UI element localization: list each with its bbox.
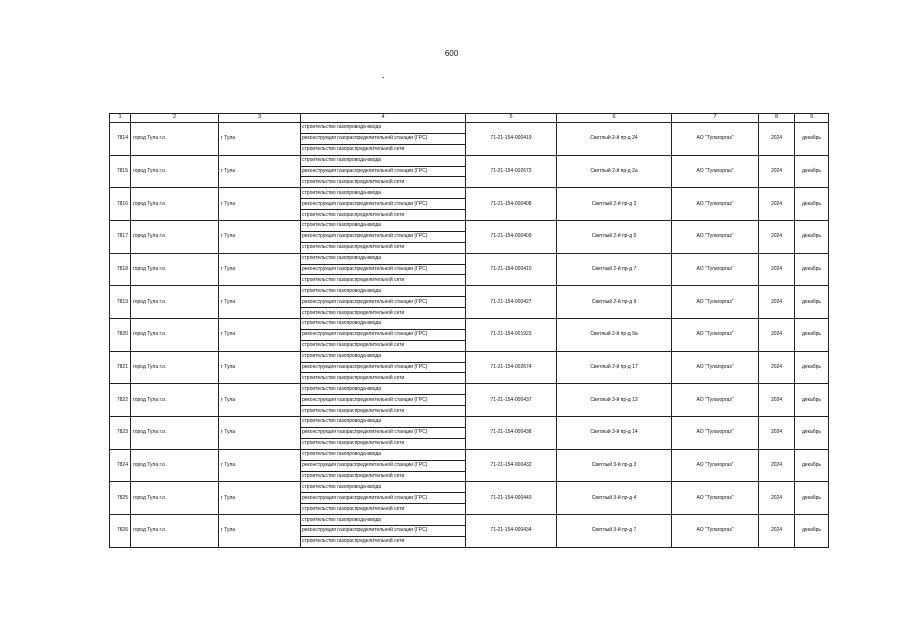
year-cell: 2024	[759, 188, 795, 221]
row-number-cell: 7820	[110, 319, 131, 352]
work-type-cell: строительство газораспределительной сети	[301, 177, 466, 188]
row-number-cell: 7818	[110, 253, 131, 286]
organization-cell: АО "Тулагоргаз"	[672, 188, 759, 221]
row-number-cell: 7822	[110, 384, 131, 417]
organization-cell: АО "Тулагоргаз"	[672, 286, 759, 319]
region-cell: город Тула г.о.	[131, 319, 219, 352]
month-cell: декабрь	[795, 221, 829, 254]
city-cell: г Тула	[219, 384, 301, 417]
year-cell: 2024	[759, 351, 795, 384]
object-code-cell: 71-21-154-000410	[466, 253, 557, 286]
work-type-cell: строительство газораспределительной сети	[301, 471, 466, 482]
address-cell: Светлый 2-й пр-д 9	[557, 286, 672, 319]
work-type-cell: строительство газопровода-ввода	[301, 319, 466, 330]
work-type-cell: строительство газораспределительной сети	[301, 210, 466, 221]
table-row	[110, 286, 829, 297]
year-cell: 2024	[759, 449, 795, 482]
object-code-cell: 71-21-154-000409	[466, 221, 557, 254]
work-type-cell: реконструкция газораспределительной станции (ГРС)	[301, 427, 466, 438]
region-cell: город Тула г.о.	[131, 123, 219, 156]
row-number-cell: 7814	[110, 123, 131, 156]
organization-cell: АО "Тулагоргаз"	[672, 221, 759, 254]
work-type-cell: строительство газопровода-ввода	[301, 123, 466, 134]
city-cell: г Тула	[219, 155, 301, 188]
header-col-3: 3	[219, 114, 301, 123]
work-type-cell: реконструкция газораспределительной станции (ГРС)	[301, 133, 466, 144]
organization-cell: АО "Тулагоргаз"	[672, 449, 759, 482]
row-number-cell: 7823	[110, 417, 131, 450]
work-type-cell: строительство газопровода-ввода	[301, 449, 466, 460]
work-type-cell: реконструкция газораспределительной станции (ГРС)	[301, 329, 466, 340]
work-type-cell: реконструкция газораспределительной станции (ГРС)	[301, 231, 466, 242]
work-type-cell: строительство газораспределительной сети	[301, 438, 466, 449]
work-type-cell: строительство газопровода-ввода	[301, 188, 466, 199]
year-cell: 2024	[759, 155, 795, 188]
work-type-cell: строительство газораспределительной сети	[301, 340, 466, 351]
header-col-4: 4	[301, 114, 466, 123]
table-row	[110, 351, 829, 362]
table-row	[110, 515, 829, 526]
work-type-cell: реконструкция газораспределительной станции (ГРС)	[301, 264, 466, 275]
month-cell: декабрь	[795, 155, 829, 188]
year-cell: 2024	[759, 319, 795, 352]
table-row	[110, 482, 829, 493]
month-cell: декабрь	[795, 188, 829, 221]
row-number-cell: 7821	[110, 351, 131, 384]
table-row	[110, 417, 829, 428]
organization-cell: АО "Тулагоргаз"	[672, 417, 759, 450]
address-cell: Светлый 3-й пр-д 4	[557, 482, 672, 515]
month-cell: декабрь	[795, 319, 829, 352]
region-cell: город Тула г.о.	[131, 188, 219, 221]
work-type-cell: строительство газопровода-ввода	[301, 384, 466, 395]
city-cell: г Тула	[219, 417, 301, 450]
region-cell: город Тула г.о.	[131, 449, 219, 482]
month-cell: декабрь	[795, 449, 829, 482]
table-row	[110, 123, 829, 134]
city-cell: г Тула	[219, 515, 301, 548]
table-row	[110, 221, 829, 232]
organization-cell: АО "Тулагоргаз"	[672, 515, 759, 548]
year-cell: 2024	[759, 253, 795, 286]
organization-cell: АО "Тулагоргаз"	[672, 319, 759, 352]
organization-cell: АО "Тулагоргаз"	[672, 482, 759, 515]
work-type-cell: реконструкция газораспределительной станции (ГРС)	[301, 199, 466, 210]
city-cell: г Тула	[219, 482, 301, 515]
work-type-cell: строительство газопровода-ввода	[301, 286, 466, 297]
year-cell: 2024	[759, 515, 795, 548]
object-code-cell: 71-21-154-002673	[466, 155, 557, 188]
city-cell: г Тула	[219, 253, 301, 286]
city-cell: г Тула	[219, 188, 301, 221]
gas-works-table	[109, 113, 829, 548]
header-col-1: 1	[110, 114, 131, 123]
address-cell: Светлый 2-й пр-д 7	[557, 253, 672, 286]
object-code-cell: 71-21-154-000419	[466, 123, 557, 156]
row-number-cell: 7815	[110, 155, 131, 188]
scan-speck	[382, 77, 384, 78]
year-cell: 2024	[759, 221, 795, 254]
work-type-cell: строительство газораспределительной сети	[301, 275, 466, 286]
work-type-cell: строительство газораспределительной сети	[301, 144, 466, 155]
work-type-cell: строительство газопровода-ввода	[301, 482, 466, 493]
year-cell: 2024	[759, 417, 795, 450]
month-cell: декабрь	[795, 123, 829, 156]
region-cell: город Тула г.о.	[131, 515, 219, 548]
address-cell: Светлый 3-й пр-д 13	[557, 384, 672, 417]
object-code-cell: 71-21-154-002674	[466, 351, 557, 384]
object-code-cell: 71-21-154-000438	[466, 417, 557, 450]
city-cell: г Тула	[219, 319, 301, 352]
work-type-cell: реконструкция газораспределительной станции (ГРС)	[301, 395, 466, 406]
region-cell: город Тула г.о.	[131, 155, 219, 188]
header-col-9: 9	[795, 114, 829, 123]
header-row	[110, 114, 829, 123]
address-cell: Светлый 2-й пр-д 17	[557, 351, 672, 384]
work-type-cell: реконструкция газораспределительной станции (ГРС)	[301, 166, 466, 177]
object-code-cell: 71-21-154-000427	[466, 286, 557, 319]
table-row	[110, 319, 829, 330]
organization-cell: АО "Тулагоргаз"	[672, 253, 759, 286]
work-type-cell: строительство газораспределительной сети	[301, 242, 466, 253]
row-number-cell: 7826	[110, 515, 131, 548]
organization-cell: АО "Тулагоргаз"	[672, 123, 759, 156]
region-cell: город Тула г.о.	[131, 417, 219, 450]
city-cell: г Тула	[219, 449, 301, 482]
table-row	[110, 253, 829, 264]
object-code-cell: 71-21-154-000434	[466, 515, 557, 548]
work-type-cell: реконструкция газораспределительной станции (ГРС)	[301, 460, 466, 471]
year-cell: 2024	[759, 482, 795, 515]
table-row	[110, 188, 829, 199]
header-col-5: 5	[466, 114, 557, 123]
organization-cell: АО "Тулагоргаз"	[672, 351, 759, 384]
address-cell: Светлый 3-й пр-д 3	[557, 449, 672, 482]
row-number-cell: 7825	[110, 482, 131, 515]
region-cell: город Тула г.о.	[131, 384, 219, 417]
month-cell: декабрь	[795, 253, 829, 286]
work-type-cell: строительство газопровода-ввода	[301, 155, 466, 166]
month-cell: декабрь	[795, 384, 829, 417]
work-type-cell: строительство газораспределительной сети	[301, 308, 466, 319]
city-cell: г Тула	[219, 286, 301, 319]
work-type-cell: строительство газопровода-ввода	[301, 351, 466, 362]
table-row	[110, 155, 829, 166]
header-col-8: 8	[759, 114, 795, 123]
city-cell: г Тула	[219, 221, 301, 254]
work-type-cell: строительство газопровода-ввода	[301, 417, 466, 428]
region-cell: город Тула г.о.	[131, 221, 219, 254]
region-cell: город Тула г.о.	[131, 253, 219, 286]
month-cell: декабрь	[795, 286, 829, 319]
object-code-cell: 71-21-154-000437	[466, 384, 557, 417]
row-number-cell: 7816	[110, 188, 131, 221]
city-cell: г Тула	[219, 123, 301, 156]
city-cell: г Тула	[219, 351, 301, 384]
object-code-cell: 71-21-154-000432	[466, 449, 557, 482]
table-row	[110, 384, 829, 395]
row-number-cell: 7824	[110, 449, 131, 482]
header-col-2: 2	[131, 114, 219, 123]
row-number-cell: 7817	[110, 221, 131, 254]
work-type-cell: строительство газопровода-ввода	[301, 221, 466, 232]
work-type-cell: реконструкция газораспределительной станции (ГРС)	[301, 493, 466, 504]
object-code-cell: 71-21-154-000443	[466, 482, 557, 515]
region-cell: город Тула г.о.	[131, 482, 219, 515]
year-cell: 2024	[759, 123, 795, 156]
work-type-cell: строительство газопровода-ввода	[301, 253, 466, 264]
region-cell: город Тула г.о.	[131, 286, 219, 319]
work-type-cell: строительство газораспределительной сети	[301, 504, 466, 515]
work-type-cell: строительство газораспределительной сети	[301, 536, 466, 547]
address-cell: Светлый 2-й пр-д 3	[557, 188, 672, 221]
work-type-cell: реконструкция газораспределительной станции (ГРС)	[301, 525, 466, 536]
year-cell: 2024	[759, 384, 795, 417]
work-type-cell: строительство газораспределительной сети	[301, 406, 466, 417]
address-cell: Светлый 2-й пр-д 9а	[557, 319, 672, 352]
address-cell: Светлый 2-й пр-д 5	[557, 221, 672, 254]
header-col-6: 6	[557, 114, 672, 123]
table-row	[110, 449, 829, 460]
month-cell: декабрь	[795, 417, 829, 450]
address-cell: Светлый 3-й пр-д 14	[557, 417, 672, 450]
month-cell: декабрь	[795, 351, 829, 384]
work-type-cell: реконструкция газораспределительной станции (ГРС)	[301, 362, 466, 373]
object-code-cell: 71-21-154-000408	[466, 188, 557, 221]
organization-cell: АО "Тулагоргаз"	[672, 155, 759, 188]
object-code-cell: 71-21-154-001923	[466, 319, 557, 352]
work-type-cell: реконструкция газораспределительной станции (ГРС)	[301, 297, 466, 308]
month-cell: декабрь	[795, 482, 829, 515]
address-cell: Светлый 2-й пр-д 24	[557, 123, 672, 156]
work-type-cell: строительство газопровода-ввода	[301, 515, 466, 526]
address-cell: Светлый 2-й пр-д 2а	[557, 155, 672, 188]
page-number: 600	[444, 49, 459, 58]
region-cell: город Тула г.о.	[131, 351, 219, 384]
month-cell: декабрь	[795, 515, 829, 548]
year-cell: 2024	[759, 286, 795, 319]
organization-cell: АО "Тулагоргаз"	[672, 384, 759, 417]
header-col-7: 7	[672, 114, 759, 123]
row-number-cell: 7819	[110, 286, 131, 319]
work-type-cell: строительство газораспределительной сети	[301, 373, 466, 384]
address-cell: Светлый 3-й пр-д 7	[557, 515, 672, 548]
